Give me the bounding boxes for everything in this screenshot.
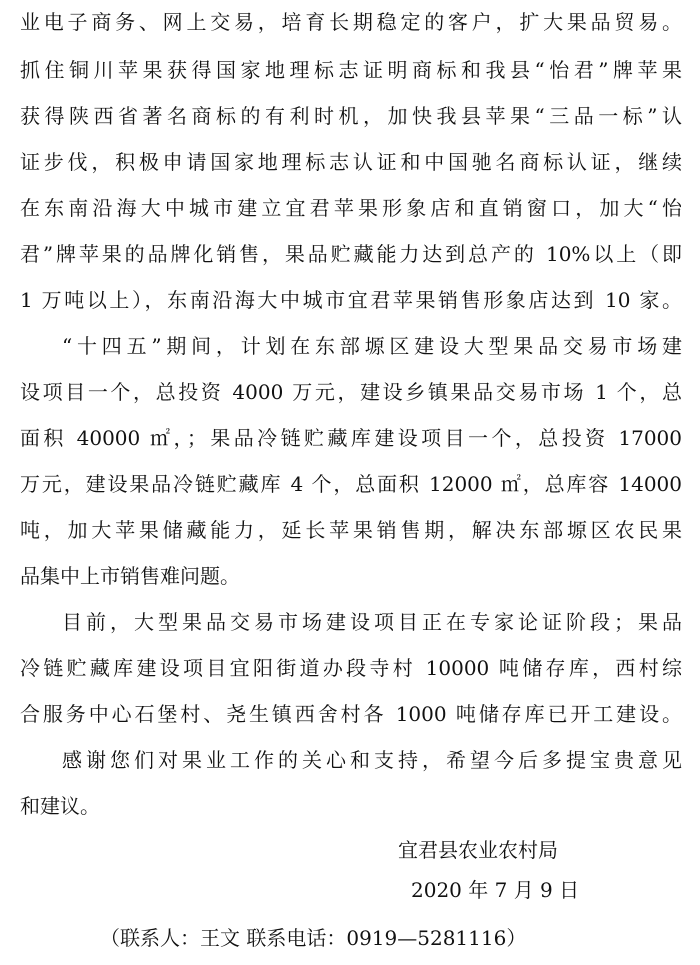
contact-info: （联系人：王文 联系电话：0919—5281116） (100, 926, 527, 950)
paragraph-line: 获得陕西省著名商标的有利时机，加快我县苹果“三品一标”认 (20, 104, 682, 128)
paragraph-line: 业电子商务、网上交易，培育长期稳定的客户，扩大果品贸易。 (20, 10, 682, 34)
paragraph-line: 君”牌苹果的品牌化销售，果品贮藏能力达到总产的 10%以上（即 (20, 242, 682, 266)
signature-date: 2020 年 7 月 9 日 (411, 878, 580, 902)
paragraph-line: 目前，大型果品交易市场建设项目正在专家论证阶段；果品 (62, 610, 682, 634)
paragraph-line: 万元，建设果品冷链贮藏库 4 个，总面积 12000 ㎡，总库容 14000 (20, 472, 682, 496)
paragraph-line: 设项目一个，总投资 4000 万元，建设乡镇果品交易市场 1 个，总 (20, 380, 682, 404)
paragraph-line: 吨，加大苹果储藏能力，延长苹果销售期，解决东部塬区农民果 (20, 518, 682, 542)
paragraph-line: 合服务中心石堡村、尧生镇西舍村各 1000 吨储存库已开工建设。 (20, 702, 682, 726)
paragraph-line: 1 万吨以上），东南沿海大中城市宜君苹果销售形象店达到 10 家。 (20, 288, 682, 312)
paragraph-line: 面积 40000 ㎡，；果品冷链贮藏库建设项目一个，总投资 17000 (20, 426, 682, 450)
signature-organization: 宜君县农业农村局 (398, 838, 558, 862)
paragraph-line: 证步伐，积极申请国家地理标志认证和中国驰名商标认证，继续 (20, 150, 682, 174)
paragraph-line: 和建议。 (20, 794, 100, 818)
paragraph-line: 在东南沿海大中城市建立宜君苹果形象店和直销窗口，加大“怡 (20, 196, 682, 220)
paragraph-line: 品集中上市销售难问题。 (20, 564, 240, 588)
paragraph-line: 抓住铜川苹果获得国家地理标志证明商标和我县“怡君”牌苹果 (20, 58, 682, 82)
paragraph-line: 感谢您们对果业工作的关心和支持，希望今后多提宝贵意见 (62, 748, 682, 772)
paragraph-line: 冷链贮藏库建设项目宜阳街道办段寺村 10000 吨储存库，西村综 (20, 656, 682, 680)
paragraph-line: “十四五”期间，计划在东部塬区建设大型果品交易市场建 (62, 334, 682, 358)
